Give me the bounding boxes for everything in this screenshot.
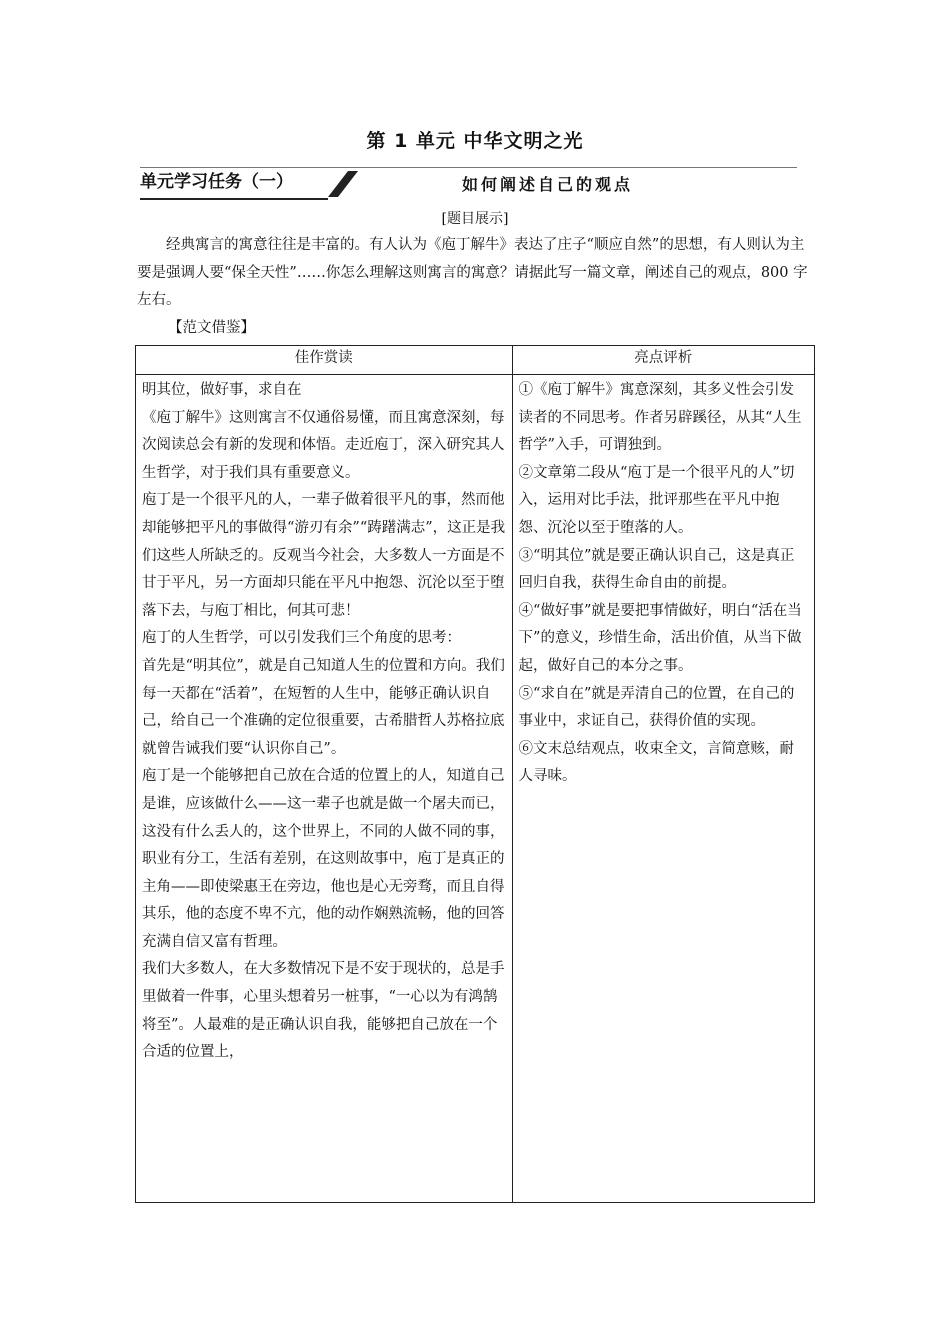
unit-title: 第 1 单元 中华文明之光 bbox=[366, 130, 584, 152]
essay-paragraph: 我们大多数人，在大多数情况下是不安于现状的，总是手里做着一件事，心里头想着另一桩事，“一心以为有鸿鹄将至”。人最难的是正确认识自我，能够把自己放在一个合适的位置上， bbox=[142, 961, 505, 1061]
essay-title: 明其位，做好事，求自在 bbox=[142, 382, 302, 398]
comment-item: ⑤“求自在”就是弄清自己的位置，在自己的事业中，求证自己，获得价值的实现。 bbox=[518, 685, 795, 730]
essay-paragraph: 《庖丁解牛》这则寓言不仅通俗易懂，而且寓意深刻，每次阅读总会有新的发现和体悟。走近庖丁，深入研究其人生哲学，对于我们具有重要意义。 bbox=[142, 409, 505, 481]
prompt-text bbox=[137, 232, 814, 315]
essay-table bbox=[135, 345, 815, 1203]
essay-paragraph: 庖丁是一个很平凡的人，一辈子做着很平凡的事，然而他却能够把平凡的事做得“游刃有余”“踌躇满志”，这正是我们这些人所缺乏的。反观当今社会，大多数人一方面是不甘于平凡，另一方面却只能在平凡中抱怨、沉沦以至于堕落下去，与庖丁相比，何其可悲！ bbox=[142, 492, 506, 619]
task-label: 单元学习任务（一） bbox=[140, 172, 293, 192]
essay-cell bbox=[136, 375, 513, 1203]
prompt-paragraph: 经典寓言的寓意往往是丰富的。有人认为《庖丁解牛》表达了庄子“顺应自然”的思想，有人则认为主要是强调人要“保全天性”……你怎么理解这则寓言的寓意？请据此写一篇文章，阐述自己的观点，800 字左右。 bbox=[137, 237, 808, 308]
essay-paragraph: 庖丁是一个能够把自己放在合适的位置上的人，知道自己是谁，应该做什么——这一辈子也就是做一个屠夫而已，这没有什么丢人的，这个世界上，不同的人做不同的事，职业有分工，生活有差别，在这则故事中，庖丁是真正的主角——即使梁惠王在旁边，他也是心无旁骛，而且自得其乐，他的态度不卑不亢，他的动作娴熟流畅，他的回答充满自信又富有哲理。 bbox=[142, 768, 505, 950]
essay-paragraph: 首先是“明其位”，就是自己知道人生的位置和方向。我们每一天都在“活着”，在短暂的人生中，能够正确认识自己，给自己一个准确的定位很重要，古希腊哲人苏格拉底就曾告诫我们要“认识你自己”。 bbox=[142, 657, 505, 757]
topic-tag: [题目展示] bbox=[441, 211, 509, 227]
task-subtitle: 如何阐述自己的观点 bbox=[462, 175, 634, 194]
header-essay: 佳作赏读 bbox=[136, 346, 513, 375]
comment-item: ①《庖丁解牛》寓意深刻，其多义性会引发读者的不同思考。作者另辟蹊径，从其“人生哲学”入手，可谓独到。 bbox=[518, 382, 802, 454]
essay-paragraph: 庖丁的人生哲学，可以引发我们三个角度的思考： bbox=[142, 630, 461, 647]
comment-item: ③“明其位”就是要正确认识自己，这是真正回归自我，获得生命自由的前提。 bbox=[518, 547, 795, 592]
comment-item: ⑥文末总结观点，收束全文，言简意赅，耐人寻味。 bbox=[518, 740, 795, 785]
comment-item: ②文章第二段从“庖丁是一个很平凡的人”切入，运用对比手法，批评那些在平凡中抱怨、沉沦以至于堕落的人。 bbox=[518, 464, 795, 536]
slash-decoration bbox=[324, 169, 364, 199]
table-row bbox=[136, 375, 815, 1203]
task-underline bbox=[140, 198, 328, 200]
comment-cell bbox=[512, 375, 814, 1203]
table-header-row bbox=[136, 346, 815, 375]
sample-tag: 【范文借鉴】 bbox=[168, 320, 255, 336]
header-comments: 亮点评析 bbox=[512, 346, 814, 375]
comment-item: ④“做好事”就是要把事情做好，明白“活在当下”的意义，珍惜生命，活出价值，从当下做起，做好自己的本分之事。 bbox=[518, 602, 802, 674]
header-rule bbox=[140, 167, 797, 168]
